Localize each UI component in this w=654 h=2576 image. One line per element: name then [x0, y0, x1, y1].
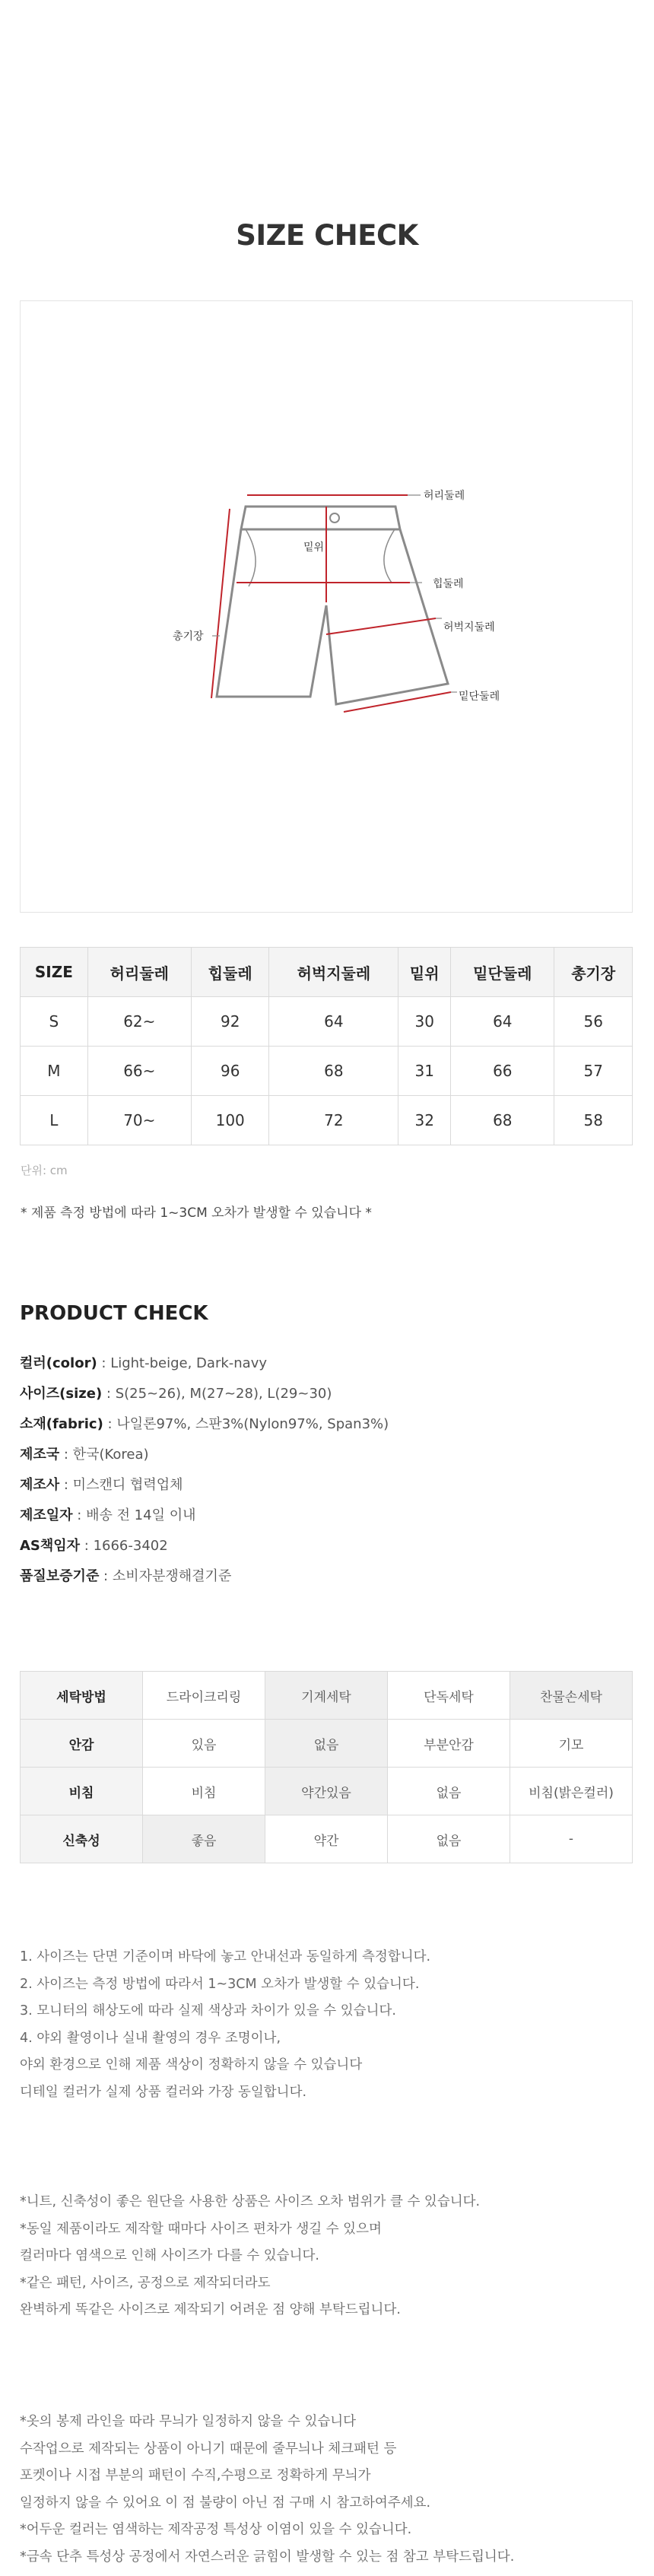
size-table-header: 밑위 [398, 948, 451, 997]
note-line: 컬러마다 염색으로 인해 사이즈가 다를 수 있습니다. [20, 2248, 319, 2263]
spec-value: : 한국(Korea) [59, 1447, 149, 1463]
spec-key: AS책임자 [20, 1538, 81, 1554]
table-cell: 57 [554, 1047, 633, 1096]
thigh-line [326, 618, 436, 634]
care-cell: 부분안감 [388, 1720, 510, 1768]
note-line: *니트, 신축성이 좋은 원단을 사용한 상품은 사이즈 오차 범위가 클 수 있습니다. [20, 2194, 481, 2209]
waist-label: 허리둘레 [424, 490, 465, 502]
measure-lines [211, 495, 451, 712]
note-line: 디테일 컬러가 실제 상품 컬러와 가장 동일합니다. [20, 2084, 307, 2100]
size-table-header: 허벅지둘레 [269, 948, 398, 997]
hip-label: 힙둘레 [433, 578, 464, 590]
table-cell: 70~ [87, 1096, 191, 1145]
spec-value: : Light-beige, Dark-navy [97, 1355, 268, 1371]
spec-value: : 배송 전 14일 이내 [72, 1507, 196, 1523]
note-line: *동일 제품이라도 제작할 때마다 사이즈 편차가 생길 수 있으며 [20, 2221, 382, 2237]
care-cell: 없음 [388, 1815, 510, 1863]
spec-item [20, 1501, 389, 1531]
note-line: 3. 모니터의 해상도에 따라 실제 색상과 차이가 있을 수 있습니다. [20, 2003, 396, 2019]
care-cell: - [510, 1815, 633, 1863]
note-line: *금속 단추 특성상 공정에서 자연스러운 긁힘이 발생할 수 있는 점 참고 부탁드립니다. [20, 2549, 515, 2565]
care-cell-selected: 기계세탁 [265, 1672, 388, 1720]
note-line: 수작업으로 제작되는 상품이 아니기 때문에 줄무늬나 체크패턴 등 [20, 2441, 397, 2457]
spec-item [20, 1561, 389, 1592]
hem-line [344, 692, 451, 712]
spec-value: : 나일론97%, 스판3%(Nylon97%, Span3%) [103, 1416, 389, 1432]
care-cell: 비침(밝은컬러) [510, 1768, 633, 1815]
care-cell: 약간 [265, 1815, 388, 1863]
table-cell: 58 [554, 1096, 633, 1145]
note-line: 포켓이나 시접 부분의 패턴이 수직,수평으로 정확하게 무늬가 [20, 2468, 371, 2483]
table-cell: 56 [554, 997, 633, 1047]
table-cell: 72 [269, 1096, 398, 1145]
table-cell: L [21, 1096, 88, 1145]
care-row-label: 안감 [21, 1720, 143, 1768]
table-row [21, 1096, 633, 1145]
size-notes [20, 1944, 430, 2106]
table-cell: S [21, 997, 88, 1047]
spec-item [20, 1440, 389, 1470]
care-cell: 있음 [143, 1720, 265, 1768]
care-cell: 단독세탁 [388, 1672, 510, 1720]
care-table [20, 1671, 633, 1863]
care-row-sheer [21, 1768, 633, 1815]
table-row [21, 997, 633, 1047]
size-table-header: 허리둘레 [87, 948, 191, 997]
care-cell: 비침 [143, 1768, 265, 1815]
spec-item [20, 1470, 389, 1501]
spec-value: : 소비자분쟁해결기준 [99, 1568, 232, 1584]
size-table-header: SIZE [21, 948, 88, 997]
table-cell: 30 [398, 997, 451, 1047]
care-row-label: 세탁방법 [21, 1672, 143, 1720]
spec-value: : 미스캔디 협력업체 [59, 1477, 183, 1493]
care-cell: 드라이크리링 [143, 1672, 265, 1720]
spec-item [20, 1531, 389, 1561]
total-length-label: 총기장 [173, 631, 204, 643]
product-check-title: PRODUCT CHECK [20, 1302, 208, 1325]
note-line: 2. 사이즈는 측정 방법에 따라서 1~3CM 오차가 발생할 수 있습니다. [20, 1976, 420, 1992]
note-line: 야외 환경으로 인해 제품 색상이 정확하지 않을 수 있습니다 [20, 2057, 363, 2073]
rise-label: 밑위 [303, 542, 325, 554]
note-line: 1. 사이즈는 단면 기준이며 바닥에 놓고 안내선과 동일하게 측정합니다. [20, 1949, 431, 1965]
size-table-header: 밑단둘레 [451, 948, 554, 997]
size-check-title: SIZE CHECK [236, 219, 418, 252]
size-variance-notes [20, 2189, 480, 2324]
spec-item [20, 1409, 389, 1440]
table-cell: 32 [398, 1096, 451, 1145]
size-table-header: 힙둘레 [191, 948, 269, 997]
spec-key: 사이즈(size) [20, 1386, 103, 1402]
table-cell: 62~ [87, 997, 191, 1047]
table-cell: 96 [191, 1047, 269, 1096]
note-line: *옷의 봉제 라인을 따라 무늬가 일정하지 않을 수 있습니다 [20, 2414, 357, 2429]
care-cell-selected: 좋음 [143, 1815, 265, 1863]
spec-item [20, 1348, 389, 1379]
care-cell-selected: 찬물손세탁 [510, 1672, 633, 1720]
unit-note: 단위: cm [21, 1164, 68, 1177]
table-cell: 92 [191, 997, 269, 1047]
shorts-outline [217, 507, 448, 704]
size-diagram [20, 300, 633, 913]
table-cell: 66 [451, 1047, 554, 1096]
care-cell: 기모 [510, 1720, 633, 1768]
table-cell: 100 [191, 1096, 269, 1145]
spec-key: 제조사 [20, 1477, 60, 1493]
note-line: 일정하지 않을 수 있어요 이 점 불량이 아닌 점 구매 시 참고하여주세요. [20, 2495, 431, 2511]
care-row-wash [21, 1672, 633, 1720]
table-cell: 68 [269, 1047, 398, 1096]
note-line: 완벽하게 똑같은 사이즈로 제작되기 어려운 점 양해 부탁드립니다. [20, 2302, 401, 2317]
spec-key: 소재(fabric) [20, 1416, 103, 1432]
size-table-header: 총기장 [554, 948, 633, 997]
table-row [21, 1047, 633, 1096]
size-table [20, 947, 633, 1145]
hem-label: 밑단둘레 [459, 691, 500, 703]
spec-list [20, 1348, 389, 1592]
care-cell-selected: 약간있음 [265, 1768, 388, 1815]
right-pocket [384, 529, 395, 583]
care-cell-selected: 없음 [265, 1720, 388, 1768]
table-cell: 64 [451, 997, 554, 1047]
spec-key: 컬러(color) [20, 1355, 97, 1371]
care-row-label: 신축성 [21, 1815, 143, 1863]
care-row-stretch [21, 1815, 633, 1863]
care-row-label: 비침 [21, 1768, 143, 1815]
table-cell: 68 [451, 1096, 554, 1145]
spec-key: 제조국 [20, 1447, 60, 1463]
note-line: *어두운 컬러는 염색하는 제작공정 특성상 이염이 있을 수 있습니다. [20, 2522, 412, 2537]
pattern-notes [20, 2409, 514, 2571]
note-line: 4. 야외 촬영이나 실내 촬영의 경우 조명이나, [20, 2030, 281, 2046]
care-row-lining [21, 1720, 633, 1768]
table-cell: 64 [269, 997, 398, 1047]
measure-note: * 제품 측정 방법에 따라 1~3CM 오차가 발생할 수 있습니다 * [21, 1205, 372, 1221]
table-cell: 66~ [87, 1047, 191, 1096]
spec-value: : S(25~26), M(27~28), L(29~30) [102, 1386, 332, 1402]
table-cell: 31 [398, 1047, 451, 1096]
button-icon [330, 513, 339, 523]
care-cell: 없음 [388, 1768, 510, 1815]
thigh-label: 허벅지둘레 [443, 621, 495, 634]
note-line: *같은 패턴, 사이즈, 공정으로 제작되더라도 [20, 2275, 271, 2291]
table-cell: M [21, 1047, 88, 1096]
spec-value: : 1666-3402 [80, 1538, 168, 1554]
left-pocket [246, 529, 256, 586]
spec-item [20, 1379, 389, 1409]
spec-key: 제조일자 [20, 1507, 73, 1523]
size-table-header-row [21, 948, 633, 997]
spec-key: 품질보증기준 [20, 1568, 100, 1584]
shorts-diagram-illustration [21, 301, 633, 913]
